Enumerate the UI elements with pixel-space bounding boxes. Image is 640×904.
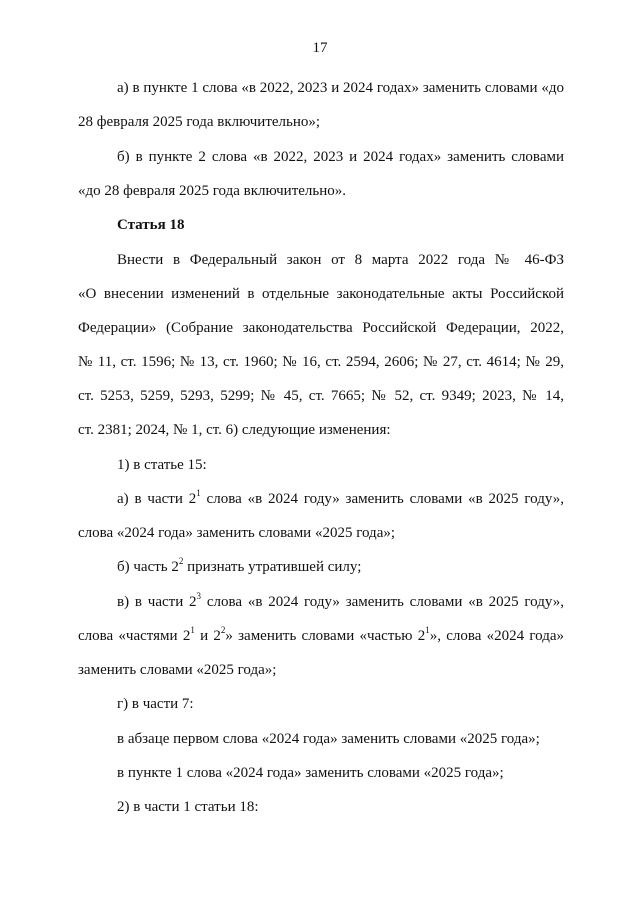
paragraph-line (117, 592, 564, 612)
text-segment: слова «в 2024 году» заменить словами «в 2025 году», (200, 491, 564, 507)
list-item: 1) в статье 15: (117, 457, 207, 473)
paragraph-line: «до 28 февраля 2025 года включительно». (78, 183, 347, 199)
paragraph-line: слова «2024 года» заменить словами «2025 года»; (78, 525, 396, 541)
paragraph-line: Федерации» (Собрание законодательства Российской Федерации, 2022, (78, 320, 564, 336)
text-segment: признать утратившей силу; (183, 559, 362, 575)
list-item: 2) в части 1 статьи 18: (117, 799, 259, 815)
superscript: 1 (425, 625, 430, 635)
superscript: 1 (190, 625, 195, 635)
superscript: 1 (196, 488, 201, 498)
paragraph-line: 28 февраля 2025 года включительно»; (78, 114, 321, 130)
paragraph-line: «О внесении изменений в отдельные законодательные акты Российской (78, 286, 564, 302)
text-segment: » заменить словами «частью 2 (225, 628, 426, 644)
superscript: 2 (178, 556, 184, 566)
paragraph-line: в пункте 1 слова «2024 года» заменить словами «2025 года»; (117, 765, 504, 781)
paragraph-line: б) в пункте 2 слова «в 2022, 2023 и 2024 годах» заменить словами (117, 149, 564, 165)
text-segment: слова «в 2024 году» заменить словами «в 2025 году», (201, 594, 564, 610)
paragraph-line: ст. 5253, 5259, 5293, 5299; № 45, ст. 7665; № 52, ст. 9349; 2023, № 14, (78, 388, 564, 404)
superscript: 3 (196, 591, 202, 601)
paragraph-line: а) в пункте 1 слова «в 2022, 2023 и 2024 годах» заменить словами «до (117, 80, 564, 96)
paragraph-line (78, 626, 564, 646)
article-heading: Статья 18 (117, 217, 185, 233)
paragraph-line: ст. 2381; 2024, № 1, ст. 6) следующие изменения: (78, 422, 391, 438)
paragraph-line: Внести в Федеральный закон от 8 марта 2022 года № 46-ФЗ (117, 252, 564, 268)
paragraph-line: г) в части 7: (117, 696, 194, 712)
text-segment: в) в части 2 (117, 594, 197, 610)
text-segment: б) часть 2 (117, 559, 179, 575)
paragraph-line: № 11, ст. 1596; № 13, ст. 1960; № 16, ст. 2594, 2606; № 27, ст. 4614; № 29, (78, 354, 564, 370)
paragraph-line: заменить словами «2025 года»; (78, 662, 277, 678)
paragraph-line: в абзаце первом слова «2024 года» заменить словами «2025 года»; (117, 731, 540, 747)
page-number: 17 (312, 40, 328, 56)
text-segment: и 2 (194, 628, 221, 644)
text-segment: а) в части 2 (117, 491, 197, 507)
paragraph-line (117, 489, 564, 509)
text-segment: слова «частями 2 (78, 628, 191, 644)
paragraph-line (117, 557, 564, 577)
text-segment: », слова «2024 года» (429, 628, 565, 644)
superscript: 2 (220, 625, 226, 635)
